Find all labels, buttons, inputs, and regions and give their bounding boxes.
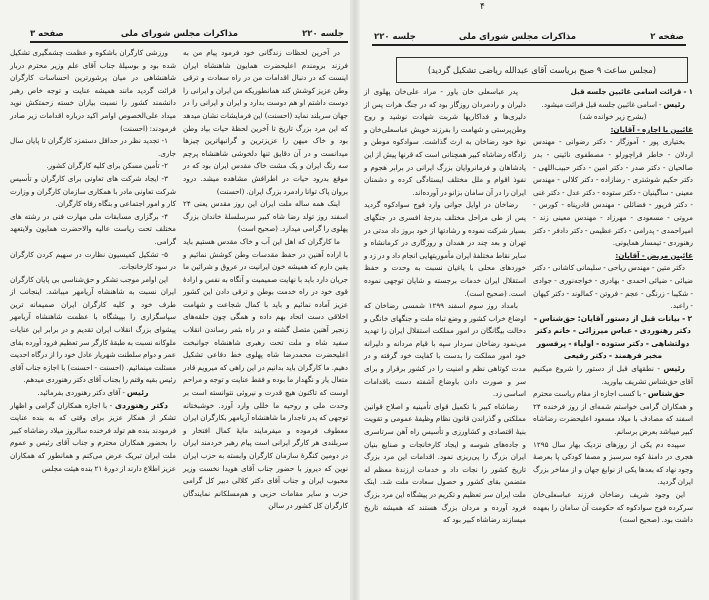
- left-page-column-left: [10, 47, 176, 475]
- left-page-title: مذاکرات مجلس شورای ملی: [120, 29, 238, 39]
- paragraph-text: بامداد روز سوم اسفند ۱۲۹۹ شمسی رضاخان که اوضاع خراب کشور و وضع تباه ملت و جنگهای خانگی و دخالت بیگانگان در امور مملکت استقلال ایران را تهدید می‌نمود رضاخان سردار سپه با قیام مردانه و دلیرانه خود امور مملکت را بدست با کفایت خود گرفته و در مدت کوتاهی نظم و امنیت را در کشور برقرار و برای سر و صورت دادن باوضاع آشفته دست باقدامات اساسی زد.: [364, 301, 526, 399]
- right-page-column-right: [533, 86, 693, 527]
- paragraph-text: پدر عباسعلی خان یاور - مراد علی‌خان پهلوی از دلیران و رادمردان روزگار بود که در جنگ هرات پس از دلیری‌ها و فداکاریها شربت شهادت نوشید و روح وطن‌پرستی و شهامت را بفرزند خویش عباسعلی‌خان و نوهٔ خود رضاخان به ارث گذاشت. سوادکوه موطن و زادگاه رضاشاه کبیر همچنانی است که قرنها پیش از این پادشاهان و فرمانروایان بزرگ ایرانی در برابر هجوم و نفوذ اقوام و ملل مختلف ایستادگی کرده و دشمنان ایران را در آن سامان بزانو در آورده‌اند.: [364, 87, 526, 197]
- paragraph: [10, 274, 176, 387]
- session-opening-box: (مجلس ساعت ۹ صبح بریاست آقای عبدالله ریاضی تشکیل گردید): [396, 57, 688, 83]
- left-page-header: [30, 29, 348, 43]
- speaker-name: رئیس: [126, 388, 149, 398]
- paragraph-text: ۲ - بیانات قبل از دستور آقایان: حق‌شناس - دکتر رهنوردی - عباس میرزائی - خانم دکتر دولتشاهی - دکتر ستوده - اولیاء - پرفسور مخبر فرهمند - دکتر رفیعی: [533, 313, 693, 361]
- paragraph: [364, 401, 526, 527]
- right-page-title: مذاکرات مجلس شورای ملی: [458, 32, 576, 42]
- speaker-name: رئیس: [663, 99, 685, 109]
- paragraph-text: - با اجازه همکاران گرامی و اظهار تشکر از همکار عزیز برای وقتی که به بنده عنایت فرمودند بنده هم تولد فرخنده سالروز میلاد رضاشاه کبیر را بحضور همکاران محترم و جناب آقای رئیس و عموم ملت ایران تبریک عرض می‌کنم و همانطور که همکاران عزیز اطلاع دارند از دورهٔ ۲۱ بنده هیئت مجلس: [10, 400, 176, 473]
- paragraph: [533, 99, 693, 112]
- speaker-name: رئیس: [663, 364, 685, 374]
- paragraph-text: این وجود شریف رضاخان فرزند عباسعلی‌خان سرکرده فوج سوادکوه که حکومت آن سامان را بعهده داشت بود. (صحیح است): [533, 490, 693, 525]
- paragraph: [533, 262, 693, 312]
- paragraph: [364, 300, 526, 401]
- paragraph-text: این اوامر موجب تشکر و حق‌شناسی بی پایان کارگران ایران نسبت به شاهنشاه آریامهر میباشد. اینجانب از طرف خود و کلیه کارگران ایران صمیمانه ترین سپاسگزاری را بپیشگاه با عظمت شاهنشاه آریامهر پیشوای بزرگ انقلاب ایران تقدیم و در برابر این عنایات ملوکانه نسبت به طبقهٔ کارگر سر تعظیم فرود آورده بقای عمر و دوام سلطنت شهریار عادل خود را از درگاه احدیت مسئلت مینمائیم. (احسنت - احسنت) با اجازه جناب آقای رئیس بقیه وقتم را بجناب آقای دکتر رهنوردی میدهم.: [10, 274, 176, 385]
- paragraph-text: دکتر متین - مهندس ریاحی - سلیمانی کاشانی - دکتر ضیائی - ضیائی احمدی - بهادری - خواجه‌نوری - جوادی - شکیبا - زرنگی - عجم - فروتن - کمالوند - دکتر کیهان - راعبد.: [533, 263, 693, 311]
- page-mark: ۴: [480, 2, 485, 12]
- paragraph-text: غائبین با اجازه - آقایان:: [610, 124, 693, 134]
- right-page-number: صفحه ۲: [650, 32, 684, 42]
- paragraph: [533, 489, 693, 527]
- paragraph: [183, 198, 348, 236]
- left-page-column-right: [183, 47, 348, 513]
- right-page-session: جلسه ۲۲۰: [374, 32, 416, 42]
- paragraph: [533, 363, 693, 388]
- paragraph: [10, 160, 176, 173]
- paragraph: [10, 47, 176, 135]
- left-page-number: صفحه ۳: [30, 29, 64, 39]
- paragraph: [533, 111, 693, 124]
- paragraph-text: ما کارگران که اهل این آب و خاک مقدس هستیم باید با اراده آهنین در حفظ مقدسات وطن کوشش نمائیم و یقین دارم که همیشه خون ایرانیت در عروق و شرائین ما جریان دارد باید با نهایت صمیمیت و آنگاه به نفس و ارادهٔ قوی خود در راه خدمت بوطن و ترقی دادن این کشور عزیز آماده نمائیم و باید با کمال شجاعت و شهامت اخلاقی دست اتحاد بهم داده و همگی چون حلقه‌های زنجیر آهنین متصل گشته و در راه بثمر رساندن انقلاب سفید شاه و ملت تحت رهبری شاهنشاه جوانبخت اعلیحضرت محمدرضا شاه پهلوی خط دفاعی تشکیل دهیم. ما کارگران باید بدانیم در این راهی که میرویم قادر متعال یار و نگهدار ما بوده و فقط عنایت و توجه و مراحم اوست که تاکنون هیچ قدرت و نیروئی نتوانسته است بر وحدت ملی و روحیه ما خللی وارد آورد. خوشبختانه توجهی که پدر تاجدار ما شاهنشاه آریامهر بکارگران ایران معطوف فرموده و میفرمایند مایهٔ کمال افتخار و سربلندی هر کارگر ایرانی است پیام رهبر خردمند ایران در دومین کنگرهٔ سازمان کارگران وابسته به حزب ایران نوین که دیروز با حضور جناب آقای هویدا نخست وزیر محبوب ایران و جناب آقای دکتر کلالی دبیر کل گرامی حزب و سایر مقامات حزبی و هم‌مسلکانم نمایندگان کارگران کل کشور در سالن: [183, 236, 348, 511]
- paragraph: [533, 124, 693, 137]
- paragraph-text: بختیاری پور - آموزگار - دکتر رضوانی - مهندس اردلان - خاطر قراچورلو - مصطفوی نائینی - بدر صالحیان - دکتر صدر - دکتر امین - دکتر حبیب‌اللهی - دکتر حکیم شوشتری - رضازاده - دکتر کلالی - مهندس معینی - ساگینیان - دکتر ستوده - دکتر عدل - دکتر غنی - دکتر فریور - فضائلی - مهندس قادرپناه - کورس - مروتی - مسعودی - مهرزاد - مهندس معینی زند - امیراحمدی - پدرامی - دکتر عظیمی - دکتر دادفر - دکتر رهنوردی - تیمسار همایونی.: [533, 137, 693, 248]
- paragraph: [183, 236, 348, 513]
- paragraph: [10, 249, 176, 274]
- paragraph: [533, 313, 693, 363]
- paragraph: [10, 211, 176, 249]
- paragraph-text: رضاخان در اوایل جوانی وارد فوج سوادکوه گردید پس از طی مراحل مختلف بدرجهٔ افسری در جنگهای بسیار شرکت نموده و رشادتها از خود بروز داد مدتی در تهران و بعد چند در همدان و روزگاری در کرمانشاه و سایر نقاط مختلفهٔ ایران مأموریتهایی انجام داد و در زد و خوردهای محلی با یاغیان نسبت به وحدت و حفظ استقلال ایران خدمات برجسته و شایان توجهی نموده است. (صحیح است).: [364, 200, 526, 298]
- paragraph-text: رضاشاه کبیر با تکمیل قوای تأمینیه و اصلاح قوانین مملکتی و گذراندن قانون نظام وظیفهٔ عمومی و تقویت بنیهٔ اقتصادی و کشاورزی و تأسیس راه آهن سرتاسری و جاده‌های شوسه و ایجاد کارخانجات و صنایع بنیان ایران بزرگ را پی‌ریزی نمود. اقدامات این مرد بزرگ تاریخ کشور را نجات داد و خدمات ارزندهٔ معظم له متضمن بقای کشور و حصول سعادت ملت شد. اینک ملت ایران سر تعظیم و تکریم در پیشگاه این مرد بزرگ فرود آورده و مردان بزرگ هستند که همیشه تاریخ میسازند رضاشاه کبیر بود که: [364, 401, 526, 525]
- paragraph-text: اینک همه ساله ملت ایران این روز مقدس یعنی ۲۴ اسفند روز تولد رضا شاه کبیر سرسلسلهٔ خاندان بزرگ پهلوی را گرامی میدارد. (صحیح است): [183, 199, 348, 234]
- paragraph: [10, 387, 176, 400]
- paragraph: [533, 250, 693, 263]
- paragraph: [533, 388, 693, 438]
- paragraph-text: ۱- تجدید نظر در حداقل دستمزد کارگران تا پایان سال جاری.: [10, 136, 176, 158]
- paragraph: [10, 173, 176, 211]
- left-page-session: جلسه ۲۲۰: [302, 29, 344, 39]
- paragraph-text: - آقای دکتر رهنوردی بفرمائید.: [37, 388, 127, 398]
- paragraph-text: ۳- ایجاد شرکت های تعاونی برای کارگران و تأسیس شرکت تعاونی مادر با همکاری سازمان کارگران و وزارت کار و امور اجتماعی و بنگاه رفاه کارگران.: [10, 173, 176, 209]
- paragraph-text: غائبین مریض - آقایان:: [615, 250, 693, 260]
- paragraph: [364, 199, 526, 300]
- paragraph-text: سپیده دم یکی از روزهای نزدیک بهار سال ۱۲۹۵ هجری در دامنهٔ کوه سرسبز و مصفا کودکی پا بعرصهٔ وجود نهاد که بعدها یکی از نوابغ جهان و از مفاخر بزرگ ایران گردید.: [533, 439, 693, 487]
- paragraph: [10, 135, 176, 160]
- paragraph-text: ۵- تشکیل کمیسیون نظارت در سهیم کردن کارگران در سود کارخانجات.: [10, 249, 176, 272]
- right-page-column-left: [364, 86, 526, 527]
- paragraph-text: (بشرح زیر خوانده شد): [579, 112, 647, 122]
- paragraph-text: ۲- تأمین مسکن برای کلیه کارگران کشور.: [46, 161, 168, 171]
- paragraph: [533, 86, 693, 99]
- speaker-name: حق‌شناس: [647, 389, 685, 399]
- paragraph: [364, 86, 526, 199]
- right-page-header: [372, 32, 686, 46]
- paragraph: [183, 47, 348, 198]
- paragraph-text: - با کسب اجازه از مقام ریاست محترم و همکاران گرامی خواستم شمه‌ای از روز فرخنده ۲۴ اسفند که مصادف با میلاد مسعود اعلیحضرت رضاشاه کبیر میباشد بعرض برسانم.: [533, 389, 693, 437]
- paragraph-text: ۱ - قرائت اسامی غائبین جلسه قبل: [570, 87, 693, 96]
- paragraph-text: ۴- برگزاری مسابقات ملی مهارت فنی در رشته های مختلف تحت ریاست عالیه والاحضرت همایون ولایتعهد گرامی.: [10, 211, 176, 246]
- paragraph-text: - اسامی غائبین جلسه قبل قرائت میشود.: [541, 99, 664, 109]
- paragraph: [10, 400, 176, 476]
- paragraph-text: در آخرین لحظات زندگانی خود فرمود پیام من به فرزند برومندم اعلیحضرت همایون شاهنشاه ایران اینست که در دنبال اقدامات من در راه سعادت و ترقی وطن عزیز کوشش کند همانطوریکه من ایران و ایرانی را دوست داشتم او هم دوست بدارد و ایران و ایرانی را در جهان سربلند نماید (احسنت) این فرمایشات نشان میدهد که این مرد بزرگ تاریخ تا آخرین لحظهٔ حیات بیاد وطن بود و خاک میهن را عزیزترین و گرانبهاترین چیزها میدانست و در آن دقایق تنها دلخوشی شاهنشاه پرچم سه رنگ ایران و یک مشت خاک مقدس ایران بود که در موقع بدرود حیات در اطرافش مشاهده میشد. درود بروان پاک توانا رادمرد بزرگ ایران. (احسنت): [183, 48, 348, 196]
- paragraph-text: - نطقهای قبل از دستور را شروع میکنیم آقای حق‌شناس تشریف بیاورید.: [533, 364, 693, 386]
- speaker-name: دکتر رهنوردی: [114, 400, 168, 410]
- page-gutter: [350, 0, 360, 600]
- paragraph: [533, 439, 693, 489]
- paragraph-text: ورزشی کارگران باشکوه و عظمت چشمگیری تشکیل شده بود و بوسیلهٔ جناب آقای علم وزیر محترم دربار شاهنشاهی در میان پرشورترین احساسات کارگران قرائت گردید مانند همیشه عنایت و توجه خاص رهبر دانشمند کشور را نسبت بیاران خسته زحمتکش نوید میداد علی‌الخصوص اوامر اکید درباره اقدامات زیر صادر فرمودند: (احسنت): [10, 48, 176, 133]
- paragraph: [533, 136, 693, 249]
